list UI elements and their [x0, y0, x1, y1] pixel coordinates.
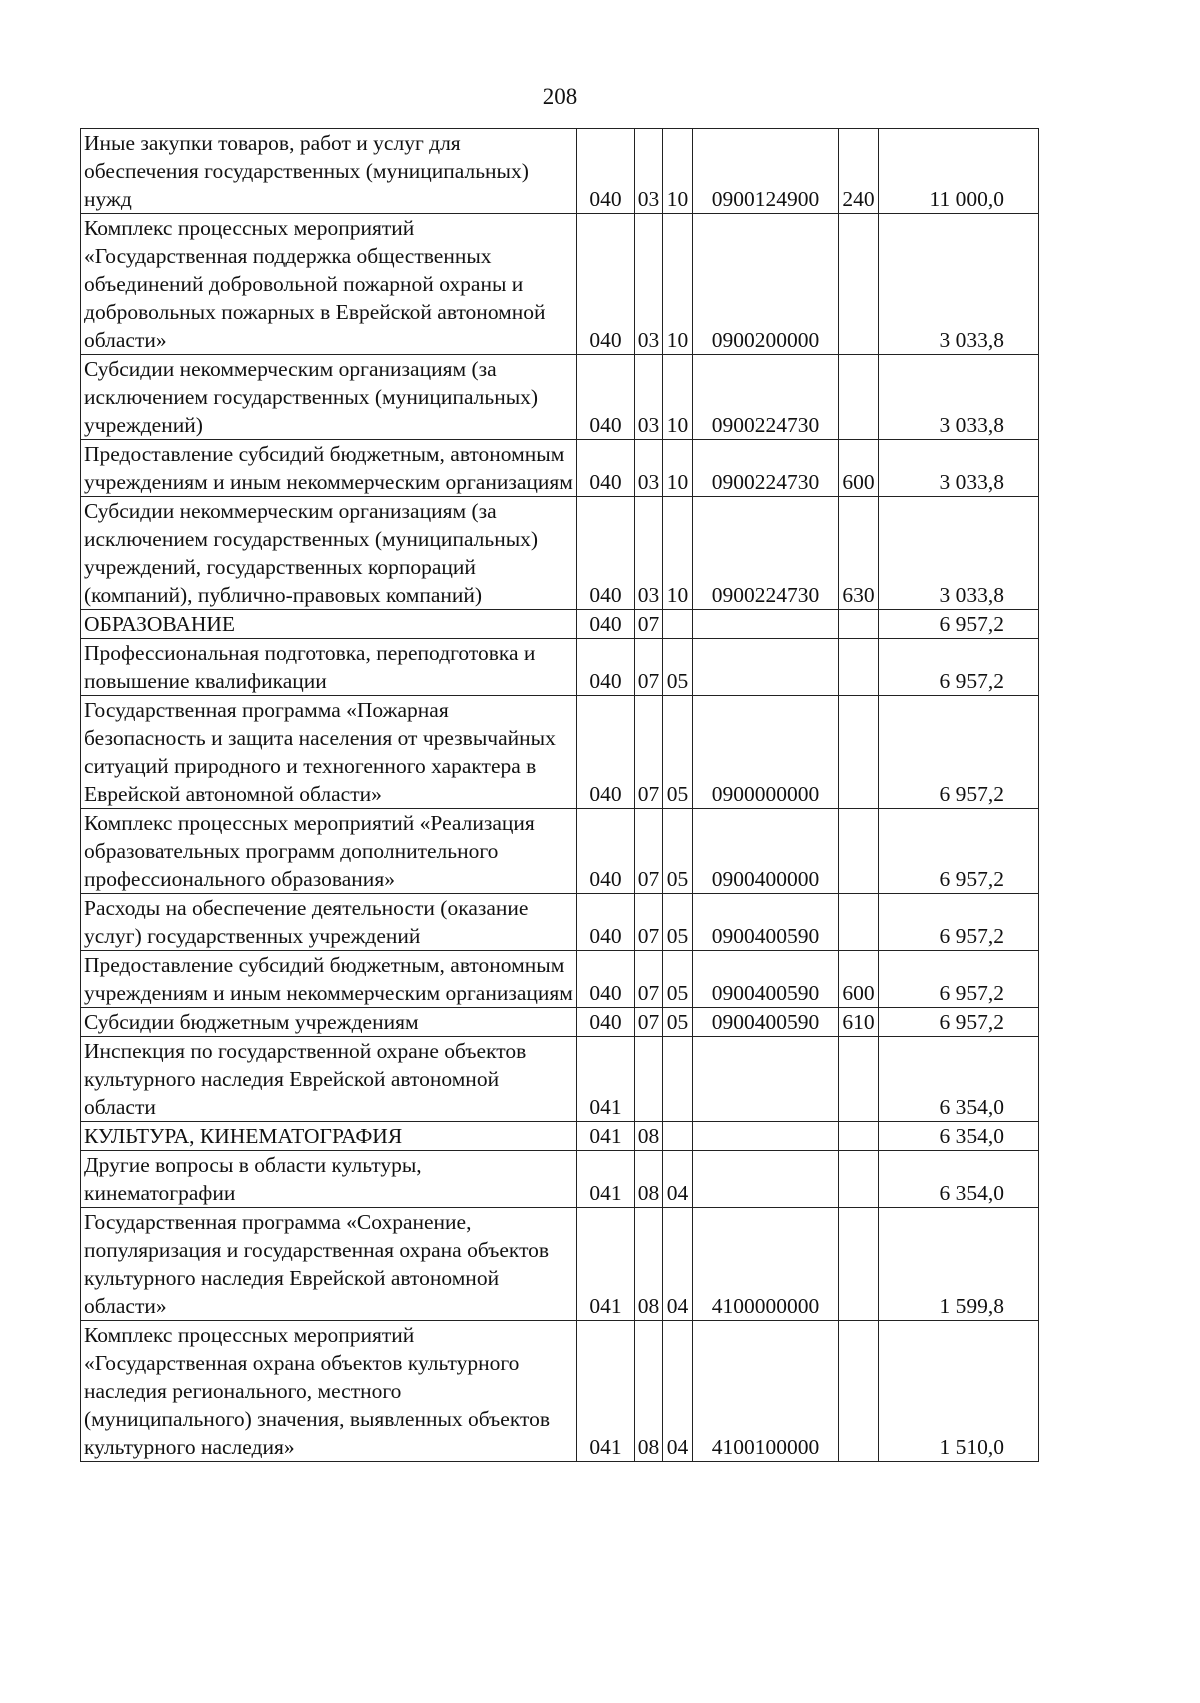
table-row: [81, 894, 1039, 951]
admin-code-cell: 040: [577, 1008, 635, 1037]
row-name-cell: Предоставление субсидий бюджетным, автономным учреждениям и иным некоммерческим организациям: [81, 440, 577, 497]
amount-cell: 3 033,8: [879, 355, 1039, 440]
expense-type-code-cell: 610: [839, 1008, 879, 1037]
amount-cell: 6 957,2: [879, 809, 1039, 894]
table-row: [81, 1321, 1039, 1462]
section-code-cell: 08: [635, 1151, 663, 1208]
admin-code-cell: 040: [577, 951, 635, 1008]
target-article-code-cell: 4100100000: [693, 1321, 839, 1462]
target-article-code-cell: [693, 1122, 839, 1151]
table-row: [81, 214, 1039, 355]
expense-type-code-cell: 600: [839, 440, 879, 497]
admin-code-cell: 040: [577, 809, 635, 894]
expense-type-code-cell: [839, 696, 879, 809]
row-name-cell: Государственная программа «Пожарная безопасность и защита населения от чрезвычайных ситуаций природного и техногенного характера в Еврейской автономной области»: [81, 696, 577, 809]
section-code-cell: 03: [635, 497, 663, 610]
amount-cell: 6 957,2: [879, 610, 1039, 639]
expense-type-code-cell: 630: [839, 497, 879, 610]
table-row: [81, 639, 1039, 696]
subsection-code-cell: 05: [663, 1008, 693, 1037]
table-row: [81, 497, 1039, 610]
expense-type-code-cell: 240: [839, 129, 879, 214]
target-article-code-cell: 0900200000: [693, 214, 839, 355]
admin-code-cell: 040: [577, 497, 635, 610]
target-article-code-cell: [693, 1151, 839, 1208]
table-row: [81, 129, 1039, 214]
table-row: [81, 1208, 1039, 1321]
target-article-code-cell: 4100000000: [693, 1208, 839, 1321]
amount-cell: 6 957,2: [879, 1008, 1039, 1037]
expense-type-code-cell: 600: [839, 951, 879, 1008]
expense-type-code-cell: [839, 1151, 879, 1208]
expense-type-code-cell: [839, 214, 879, 355]
subsection-code-cell: 05: [663, 894, 693, 951]
row-name-cell: Комплекс процессных мероприятий «Государственная охрана объектов культурного наследия регионального, местного (муниципального) значения, выявленных объектов культурного наследия»: [81, 1321, 577, 1462]
row-name-cell: КУЛЬТУРА, КИНЕМАТОГРАФИЯ: [81, 1122, 577, 1151]
section-code-cell: 07: [635, 639, 663, 696]
expense-type-code-cell: [839, 1208, 879, 1321]
subsection-code-cell: 10: [663, 440, 693, 497]
subsection-code-cell: [663, 610, 693, 639]
table-row: [81, 1008, 1039, 1037]
admin-code-cell: 040: [577, 696, 635, 809]
admin-code-cell: 040: [577, 894, 635, 951]
table-row: [81, 696, 1039, 809]
amount-cell: 6 354,0: [879, 1151, 1039, 1208]
budget-table: [80, 128, 1039, 1462]
row-name-cell: Комплекс процессных мероприятий «Государственная поддержка общественных объединений добровольной пожарной охраны и добровольных пожарных в Еврейской автономной области»: [81, 214, 577, 355]
row-name-cell: Иные закупки товаров, работ и услуг для обеспечения государственных (муниципальных) нужд: [81, 129, 577, 214]
section-code-cell: 07: [635, 809, 663, 894]
row-name-cell: Субсидии бюджетным учреждениям: [81, 1008, 577, 1037]
target-article-code-cell: [693, 1037, 839, 1122]
table-row: [81, 951, 1039, 1008]
target-article-code-cell: [693, 639, 839, 696]
target-article-code-cell: 0900224730: [693, 355, 839, 440]
amount-cell: 6 957,2: [879, 696, 1039, 809]
section-code-cell: 08: [635, 1208, 663, 1321]
row-name-cell: Предоставление субсидий бюджетным, автономным учреждениям и иным некоммерческим организациям: [81, 951, 577, 1008]
target-article-code-cell: 0900124900: [693, 129, 839, 214]
expense-type-code-cell: [839, 639, 879, 696]
section-code-cell: 07: [635, 894, 663, 951]
subsection-code-cell: 04: [663, 1208, 693, 1321]
table-row: [81, 1122, 1039, 1151]
table-row: [81, 809, 1039, 894]
amount-cell: 1 599,8: [879, 1208, 1039, 1321]
admin-code-cell: 040: [577, 355, 635, 440]
section-code-cell: 03: [635, 214, 663, 355]
subsection-code-cell: [663, 1037, 693, 1122]
target-article-code-cell: 0900400590: [693, 894, 839, 951]
subsection-code-cell: 10: [663, 497, 693, 610]
row-name-cell: Комплекс процессных мероприятий «Реализация образовательных программ дополнительного профессионального образования»: [81, 809, 577, 894]
table-row: [81, 1037, 1039, 1122]
section-code-cell: [635, 1037, 663, 1122]
subsection-code-cell: [663, 1122, 693, 1151]
amount-cell: 1 510,0: [879, 1321, 1039, 1462]
expense-type-code-cell: [839, 1037, 879, 1122]
amount-cell: 6 354,0: [879, 1037, 1039, 1122]
expense-type-code-cell: [839, 1321, 879, 1462]
subsection-code-cell: 10: [663, 355, 693, 440]
amount-cell: 3 033,8: [879, 497, 1039, 610]
table-row: [81, 440, 1039, 497]
section-code-cell: 07: [635, 696, 663, 809]
budget-table-body: [81, 129, 1039, 1462]
section-code-cell: 07: [635, 1008, 663, 1037]
subsection-code-cell: 10: [663, 214, 693, 355]
target-article-code-cell: 0900400590: [693, 1008, 839, 1037]
row-name-cell: Другие вопросы в области культуры, кинематографии: [81, 1151, 577, 1208]
subsection-code-cell: 05: [663, 951, 693, 1008]
amount-cell: 3 033,8: [879, 214, 1039, 355]
admin-code-cell: 041: [577, 1208, 635, 1321]
page-number: 208: [542, 84, 578, 109]
subsection-code-cell: 04: [663, 1321, 693, 1462]
admin-code-cell: 040: [577, 129, 635, 214]
section-code-cell: 03: [635, 355, 663, 440]
target-article-code-cell: [693, 610, 839, 639]
admin-code-cell: 040: [577, 639, 635, 696]
admin-code-cell: 040: [577, 440, 635, 497]
subsection-code-cell: 05: [663, 809, 693, 894]
subsection-code-cell: 05: [663, 639, 693, 696]
amount-cell: 6 957,2: [879, 894, 1039, 951]
row-name-cell: Инспекция по государственной охране объектов культурного наследия Еврейской автономной области: [81, 1037, 577, 1122]
admin-code-cell: 041: [577, 1037, 635, 1122]
row-name-cell: Государственная программа «Сохранение, популяризация и государственная охрана объектов культурного наследия Еврейской автономной области»: [81, 1208, 577, 1321]
section-code-cell: 03: [635, 440, 663, 497]
subsection-code-cell: 05: [663, 696, 693, 809]
row-name-cell: ОБРАЗОВАНИЕ: [81, 610, 577, 639]
section-code-cell: 08: [635, 1122, 663, 1151]
section-code-cell: 08: [635, 1321, 663, 1462]
target-article-code-cell: 0900000000: [693, 696, 839, 809]
amount-cell: 11 000,0: [879, 129, 1039, 214]
expense-type-code-cell: [839, 610, 879, 639]
admin-code-cell: 041: [577, 1321, 635, 1462]
subsection-code-cell: 10: [663, 129, 693, 214]
section-code-cell: 03: [635, 129, 663, 214]
section-code-cell: 07: [635, 951, 663, 1008]
row-name-cell: Субсидии некоммерческим организациям (за исключением государственных (муниципальных) учреждений): [81, 355, 577, 440]
admin-code-cell: 041: [577, 1122, 635, 1151]
section-code-cell: 07: [635, 610, 663, 639]
target-article-code-cell: 0900224730: [693, 497, 839, 610]
expense-type-code-cell: [839, 355, 879, 440]
row-name-cell: Профессиональная подготовка, переподготовка и повышение квалификации: [81, 639, 577, 696]
amount-cell: 3 033,8: [879, 440, 1039, 497]
admin-code-cell: 040: [577, 610, 635, 639]
row-name-cell: Расходы на обеспечение деятельности (оказание услуг) государственных учреждений: [81, 894, 577, 951]
target-article-code-cell: 0900400590: [693, 951, 839, 1008]
table-row: [81, 610, 1039, 639]
expense-type-code-cell: [839, 894, 879, 951]
amount-cell: 6 957,2: [879, 951, 1039, 1008]
target-article-code-cell: 0900400000: [693, 809, 839, 894]
expense-type-code-cell: [839, 1122, 879, 1151]
amount-cell: 6 957,2: [879, 639, 1039, 696]
admin-code-cell: 040: [577, 214, 635, 355]
admin-code-cell: 041: [577, 1151, 635, 1208]
table-row: [81, 355, 1039, 440]
amount-cell: 6 354,0: [879, 1122, 1039, 1151]
row-name-cell: Субсидии некоммерческим организациям (за исключением государственных (муниципальных) учреждений, государственных корпораций (компаний), публично-правовых компаний): [81, 497, 577, 610]
subsection-code-cell: 04: [663, 1151, 693, 1208]
table-row: [81, 1151, 1039, 1208]
target-article-code-cell: 0900224730: [693, 440, 839, 497]
expense-type-code-cell: [839, 809, 879, 894]
